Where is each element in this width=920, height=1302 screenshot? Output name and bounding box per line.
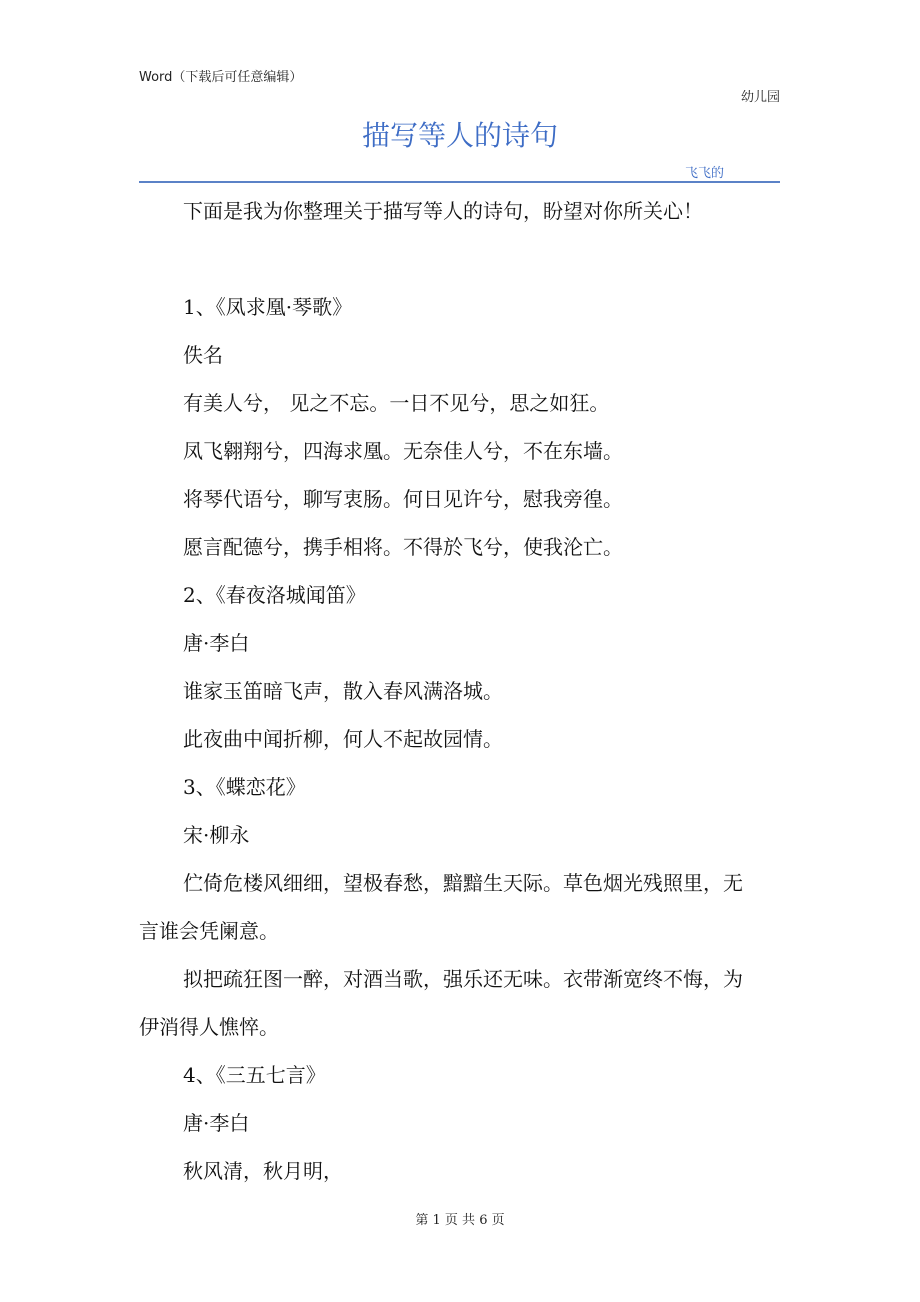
poem-3-author: 宋·柳永 xyxy=(183,823,250,847)
poem-2-line: 此夜曲中闻折柳，何人不起故园情。 xyxy=(183,727,503,751)
header-left-text: Word（下载后可任意编辑） xyxy=(139,70,303,85)
poem-4-line: 秋风清，秋月明， xyxy=(183,1159,343,1183)
poem-1-line: 凤飞翱翔兮，四海求凰。无奈佳人兮，不在东墙。 xyxy=(183,439,623,463)
author-label: 飞飞的 xyxy=(685,166,725,181)
poem-1-title: 1、《凤求凰·琴歌》 xyxy=(183,295,353,319)
header-right-text: 幼儿园 xyxy=(740,90,780,105)
poem-2-author: 唐·李白 xyxy=(183,631,250,655)
poem-3-line-continued: 言谁会凭阑意。 xyxy=(139,919,279,943)
poem-2-line: 谁家玉笛暗飞声，散入春风满洛城。 xyxy=(183,679,503,703)
poem-3-line: 拟把疏狂图一醉，对酒当歌，强乐还无味。衣带渐宽终不悔，为 xyxy=(183,967,743,991)
poem-4-title: 4、《三五七言》 xyxy=(183,1063,326,1087)
poem-3-line-continued: 伊消得人憔悴。 xyxy=(139,1015,279,1039)
document-title: 描写等人的诗句 xyxy=(361,119,558,152)
intro-paragraph: 下面是我为你整理关于描写等人的诗句，盼望对你所关心！ xyxy=(183,199,703,223)
page-footer: 第 1 页 共 6 页 xyxy=(415,1213,505,1228)
poem-1-line: 将琴代语兮，聊写衷肠。何日见许兮，慰我旁徨。 xyxy=(183,487,623,511)
poem-4-author: 唐·李白 xyxy=(183,1111,250,1135)
poem-3-title: 3、《蝶恋花》 xyxy=(183,775,306,799)
poem-2-title: 2、《春夜洛城闻笛》 xyxy=(183,583,366,607)
poem-1-line: 愿言配德兮，携手相将。不得於飞兮，使我沦亡。 xyxy=(183,535,623,559)
poem-3-line: 伫倚危楼风细细，望极春愁，黯黯生天际。草色烟光残照里，无 xyxy=(183,871,743,895)
title-divider xyxy=(139,181,780,183)
poem-1-line: 有美人兮， 见之不忘。一日不见兮，思之如狂。 xyxy=(183,391,610,415)
poem-1-author: 佚名 xyxy=(183,343,223,367)
